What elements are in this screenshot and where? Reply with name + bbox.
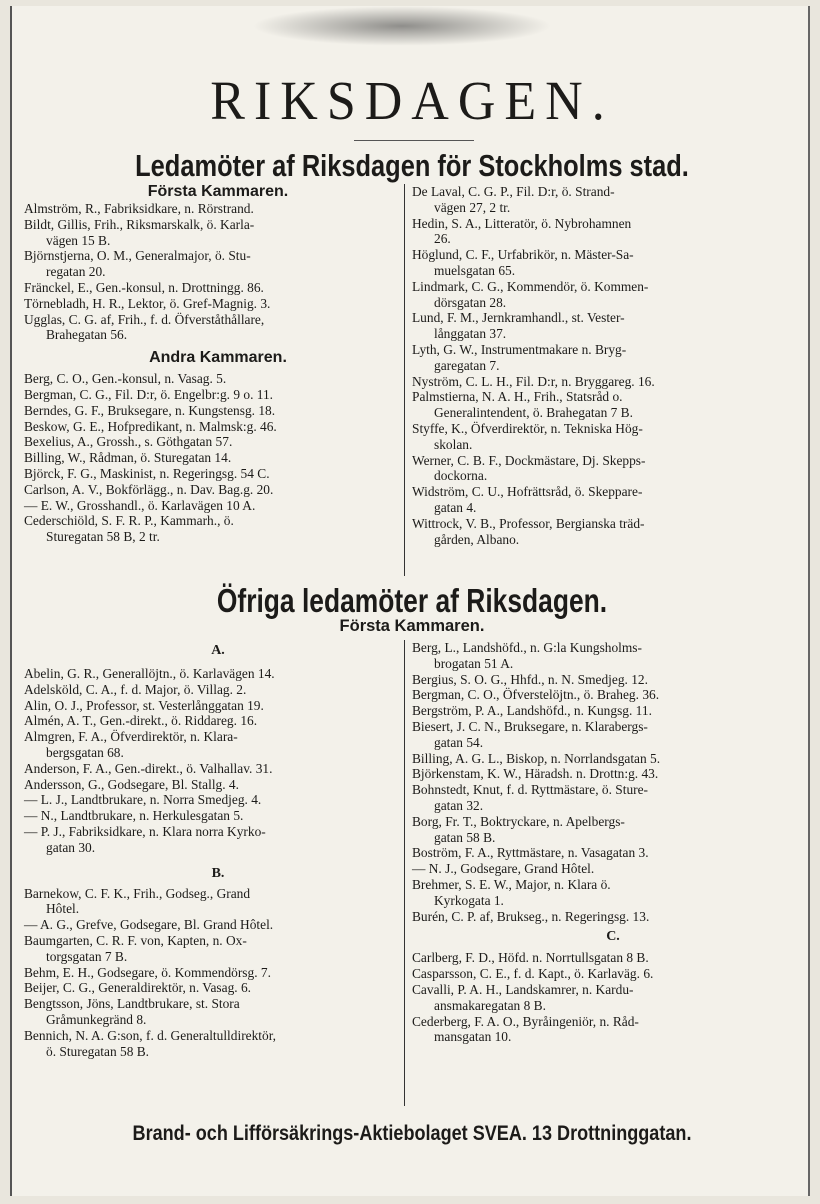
directory-entry [24,698,412,714]
entry-line: Cederschiöld, S. F. R. P., Kammarh., ö. [24,513,234,529]
entry-line: Berg, L., Landshöfd., n. G:la Kungsholms- [412,640,642,655]
directory-entry [412,310,814,342]
entry-continuation: torgsgatan 7 B. [46,948,128,964]
entry-line: Almén, A. T., Gen.-direkt., ö. Riddareg. 16. [24,713,258,729]
directory-entry [412,421,814,453]
entry-line: Borg, Fr. T., Boktryckare, n. Apelbergs- [412,813,625,829]
directory-entry [24,996,412,1028]
entry-line: Bergman, C. O., Öfverstelöjtn., ö. Braheg. 36. [412,687,660,703]
entry-line: Bildt, Gillis, Frih., Riksmarskalk, ö. Karla- [24,216,255,232]
directory-entry [412,703,814,719]
entry-line: — N. J., Godsegare, Grand Hôtel. [412,861,595,877]
entry-line: — E. W., Grosshandl., ö. Karlavägen 10 A. [24,497,256,513]
entry-line: Björck, F. G., Maskinist, n. Regeringsg. 54 C. [24,465,270,481]
directory-entry [412,374,814,390]
directory-entry [24,434,412,450]
directory-entry [24,419,412,435]
entry-line: Cavalli, P. A. H., Landskamrer, n. Kardu- [412,981,634,997]
directory-entry [24,498,412,514]
entry-continuation: långgatan 37. [434,326,507,342]
directory-entry [412,672,814,688]
entry-continuation: vägen 15 B. [46,232,111,248]
entry-continuation: gatan 32. [434,797,484,813]
directory-entry [412,484,814,516]
lower-column-divider [404,640,405,1106]
directory-entry [24,792,412,808]
entry-line: Andersson, G., Godsegare, Bl. Stallg. 4. [24,776,239,792]
entry-line: Adelsköld, C. A., f. d. Major, ö. Villag. 2. [24,681,247,697]
directory-entry [412,719,814,751]
entry-line: Lindmark, C. G., Kommendör, ö. Kommen- [412,278,649,294]
entry-continuation: regatan 20. [46,264,106,280]
entry-line: Bergström, P. A., Landshöfd., n. Kungsg. 11. [412,703,652,719]
directory-entry [24,312,412,344]
directory-entry [24,682,412,698]
directory-entry [24,201,412,217]
directory-entry [412,516,814,548]
entry-line: Bohnstedt, Knut, f. d. Ryttmästare, ö. Sture- [412,782,649,798]
entry-line: Almgren, F. A., Öfverdirektör, n. Klara- [24,729,238,745]
entry-line: Törnebladh, H. R., Lektor, ö. Gref-Magnig. 3. [24,295,271,311]
section-forsta-kammaren-2: Första Kammaren. [339,617,485,635]
entry-line: Berg, C. O., Gen.-konsul, n. Vasag. 5. [24,371,227,387]
entry-continuation: Sturegatan 58 B, 2 tr. [46,529,160,545]
directory-entry [24,713,412,729]
entry-line: Bexelius, A., Grossh., s. Göthgatan 57. [24,434,233,450]
entry-line: Beijer, C. G., Generaldirektör, n. Vasag. 6. [24,980,252,996]
directory-entry [24,217,412,249]
letter-b-heading: B. [211,865,225,881]
letter-c-heading: C. [606,929,620,945]
entry-continuation: mansgatan 10. [434,1029,512,1045]
entry-continuation: muelsgatan 65. [434,262,516,278]
b-right-list [412,640,814,924]
scan-smudge [252,6,552,46]
directory-entry [24,513,412,545]
heading-stockholm-members: Ledamöter af Riksdagen för Stockholms stad. [135,148,689,183]
lower-left-column [24,640,412,1059]
directory-entry [412,342,814,374]
section-andra-kammaren: Andra Kammaren. [149,349,287,367]
directory-entry [412,909,814,925]
entry-continuation: ö. Sturegatan 58 B. [46,1043,150,1059]
directory-entry [24,965,412,981]
directory-entry [412,389,814,421]
directory-entry [412,1014,814,1046]
entry-line: Björnstjerna, O. M., Generalmajor, ö. Stu- [24,248,251,264]
directory-entry [24,917,412,933]
directory-entry [412,184,814,216]
directory-entry [24,666,412,682]
upper-right-column [412,184,814,547]
entry-continuation: gatan 30. [46,839,96,855]
entry-line: Bergius, S. O. G., Hhfd., n. N. Smedjeg. 12. [412,671,648,687]
entry-line: Almström, R., Fabriksidkare, n. Rörstrand. [24,201,254,216]
entry-line: — L. J., Landtbrukare, n. Norra Smedjeg. 4. [24,792,262,808]
entry-continuation: brogatan 51 A. [434,655,514,671]
entry-continuation: Gråmunkegränd 8. [46,1011,147,1027]
entry-line: — A. G., Grefve, Godsegare, Bl. Grand Hôtel. [24,917,274,933]
entry-line: Lyth, G. W., Instrumentmakare n. Bryg- [412,341,627,357]
entry-continuation: ansmakaregatan 8 B. [434,997,546,1013]
entry-continuation: bergsgatan 68. [46,744,124,760]
entry-line: Werner, C. B. F., Dockmästare, Dj. Skepps- [412,452,646,468]
directory-entry [412,966,814,982]
directory-entry [412,279,814,311]
directory-entry [412,751,814,767]
page-sheet [10,6,810,1196]
entry-line: Björkenstam, K. W., Häradsh. n. Drottn:g. 43. [412,766,659,782]
section-forsta-kammaren: Första Kammaren. [147,183,289,200]
c-list [412,950,814,1045]
entry-continuation: garegatan 7. [434,357,500,373]
entry-line: Casparsson, C. E., f. d. Kapt., ö. Karlaväg. 6. [412,966,654,982]
directory-entry [412,982,814,1014]
directory-entry [24,466,412,482]
letter-a-heading: A. [211,643,225,658]
title-rule [354,140,474,141]
directory-entry [24,886,412,918]
entry-line: — P. J., Fabriksidkare, n. Klara norra Kyrko- [24,823,266,839]
entry-continuation: dörsgatan 28. [434,294,507,310]
entry-line: Ugglas, C. G. af, Frih., f. d. Öfverståthållare, [24,311,265,327]
directory-entry [412,861,814,877]
entry-line: Baumgarten, C. R. F. von, Kapten, n. Ox- [24,932,247,948]
entry-line: Anderson, F. A., Gen.-direkt., ö. Valhallav. 31. [24,760,273,776]
directory-entry [24,729,412,761]
directory-entry [412,640,814,672]
entry-continuation: Generalintendent, ö. Brahegatan 7 B. [434,405,633,421]
a-list [24,666,412,856]
directory-entry [24,980,412,996]
entry-continuation: gatan 4. [434,499,477,515]
entry-continuation: gatan 54. [434,734,484,750]
entry-line: Brehmer, S. E. W., Major, n. Klara ö. [412,876,611,892]
upper-column-divider [404,184,405,576]
entry-continuation: vägen 27, 2 tr. [434,199,511,215]
entry-line: Alin, O. J., Professor, st. Vesterlånggatan 19. [24,697,264,713]
entry-continuation: Hôtel. [46,901,80,917]
directory-entry [412,453,814,485]
entry-line: Nyström, C. L. H., Fil. D:r, n. Bryggareg. 16. [412,373,655,389]
entry-continuation: gården, Albano. [434,531,520,547]
b-left-list [24,886,412,1060]
entry-line: Palmstierna, N. A. H., Frih., Statsråd o. [412,389,623,405]
entry-line: Billing, W., Rådman, ö. Sturegatan 14. [24,450,232,466]
entry-line: Bennich, N. A. G:son, f. d. Generaltulldirektör, [24,1027,276,1043]
directory-entry [412,877,814,909]
entry-line: Wittrock, V. B., Professor, Bergianska träd- [412,515,645,531]
entry-line: Beskow, G. E., Hofpredikant, n. Malmsk:g. 46. [24,418,277,434]
directory-entry [24,371,412,387]
directory-entry [412,950,814,966]
directory-entry [24,482,412,498]
directory-entry [412,216,814,248]
entry-line: Bengtsson, Jöns, Landtbrukare, st. Stora [24,996,240,1012]
forsta-list [24,201,412,343]
directory-entry [412,845,814,861]
entry-line: Styffe, K., Öfverdirektör, n. Tekniska Hög- [412,420,643,436]
entry-line: Bergman, C. G., Fil. D:r, ö. Engelbr:g. 9 o. 11. [24,386,274,402]
page-title: RIKSDAGEN. [210,71,614,132]
directory-entry [412,766,814,782]
directory-entry [24,808,412,824]
directory-entry [24,387,412,403]
entry-continuation: Brahegatan 56. [46,327,128,343]
entry-line: Barnekow, C. F. K., Frih., Godseg., Grand [24,885,251,901]
directory-entry [412,687,814,703]
andra-list [24,371,412,545]
entry-line: Burén, C. P. af, Brukseg., n. Regeringsg. 13. [412,908,650,924]
entry-line: Lund, F. M., Jernkramhandl., st. Vester- [412,310,625,326]
directory-entry [24,933,412,965]
entry-line: Höglund, C. F., Urfabrikör, n. Mäster-Sa- [412,247,634,263]
directory-entry [24,450,412,466]
entry-continuation: dockorna. [434,468,488,484]
lower-right-column [412,640,814,1045]
entry-continuation: 26. [434,231,451,247]
directory-entry [412,782,814,814]
directory-entry [24,296,412,312]
directory-entry [412,814,814,846]
entry-line: Billing, A. G. L., Biskop, n. Norrlandsgatan 5. [412,750,661,766]
entry-line: Biesert, J. C. N., Bruksegare, n. Klarabergs- [412,718,648,734]
directory-entry [412,247,814,279]
entry-line: Cederberg, F. A. O., Byråingeniör, n. Råd- [412,1013,639,1029]
entry-continuation: gatan 58 B. [434,829,496,845]
entry-line: Boström, F. A., Ryttmästare, n. Vasagatan 3. [412,845,649,861]
entry-line: Abelin, G. R., Generallöjtn., ö. Karlavägen 14. [24,666,275,681]
right-top-list [412,184,814,547]
entry-continuation: Kyrkogata 1. [434,892,504,908]
upper-left-column [24,183,412,545]
directory-entry [24,777,412,793]
entry-line: Carlson, A. V., Bokförlägg., n. Dav. Bag.g. 20. [24,481,274,497]
directory-entry [24,248,412,280]
entry-line: De Laval, C. G. P., Fil. D:r, ö. Strand- [412,184,615,199]
entry-line: — N., Landtbrukare, n. Herkulesgatan 5. [24,808,244,824]
directory-entry [24,280,412,296]
footer-advertisement: Brand- och Lifförsäkrings-Aktiebolaget SVEA. 13 Drottninggatan. [132,1122,692,1145]
directory-entry [24,824,412,856]
entry-line: Behm, E. H., Godsegare, ö. Kommendörsg. 7. [24,964,271,980]
entry-line: Fränckel, E., Gen.-konsul, n. Drottningg. 86. [24,279,264,295]
entry-line: Berndes, G. F., Bruksegare, n. Kungstensg. 18. [24,402,276,418]
directory-entry [24,761,412,777]
entry-line: Hedin, S. A., Litteratör, ö. Nybrohamnen [412,215,632,231]
heading-other-members: Öfriga ledamöter af Riksdagen. [216,582,608,619]
entry-line: Carlberg, F. D., Höfd. n. Norrtullsgatan 8 B. [412,950,649,966]
entry-line: Widström, C. U., Hofrättsråd, ö. Skeppare- [412,484,643,500]
directory-entry [24,1028,412,1060]
entry-continuation: skolan. [434,436,473,452]
directory-entry [24,403,412,419]
